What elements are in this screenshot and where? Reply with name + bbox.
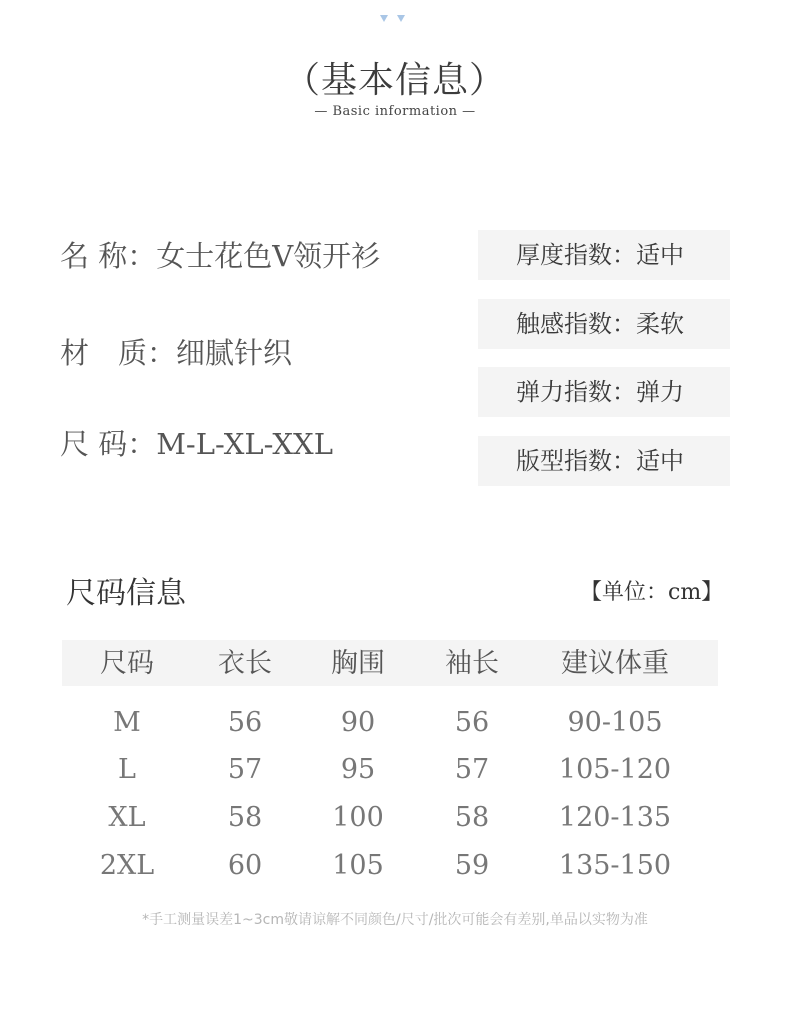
- table-cell: 60: [227, 850, 263, 881]
- page-title: （基本信息）: [283, 60, 506, 101]
- table-cell: XL: [108, 802, 146, 833]
- info-label: 尺 码：: [60, 427, 157, 461]
- table-cell: 100: [332, 802, 384, 833]
- triangle-down-icon: [380, 15, 388, 22]
- info-label: 名 称：: [60, 239, 157, 273]
- index-value: 适中: [636, 241, 684, 269]
- table-cell: 95: [340, 754, 376, 785]
- table-cell: 135-150: [558, 850, 672, 881]
- page-subtitle: — Basic information —: [314, 104, 476, 119]
- table-cell: 56: [454, 707, 490, 738]
- table-header-weight: 建议体重: [561, 648, 669, 679]
- table-cell: L: [118, 754, 136, 785]
- index-label: 触感指数：: [516, 310, 636, 338]
- table-cell: 90-105: [567, 707, 663, 738]
- table-cell: 105-120: [558, 754, 672, 785]
- table-cell: 120-135: [558, 802, 672, 833]
- index-touch: [478, 299, 730, 349]
- table-header-chest: 胸围: [331, 648, 385, 679]
- index-value: 柔软: [636, 310, 684, 338]
- table-header-length: 衣长: [218, 648, 272, 679]
- info-row-name: [60, 234, 380, 275]
- table-cell: 90: [340, 707, 376, 738]
- info-row-material: [60, 331, 292, 372]
- index-label: 弹力指数：: [516, 378, 636, 406]
- table-cell: 2XL: [99, 850, 155, 881]
- triangle-down-icon: [397, 15, 405, 22]
- index-label: 版型指数：: [516, 447, 636, 475]
- index-value: 弹力: [636, 378, 684, 406]
- index-label: 厚度指数：: [516, 241, 636, 269]
- table-cell: 58: [227, 802, 263, 833]
- table-header-sleeve: 袖长: [445, 648, 499, 679]
- index-thickness: [478, 230, 730, 280]
- index-fit: [478, 436, 730, 486]
- table-cell: 105: [332, 850, 384, 881]
- unit-label: 【单位：cm】: [580, 580, 724, 605]
- table-cell: 59: [454, 850, 490, 881]
- index-value: 适中: [636, 447, 684, 475]
- table-header-size: 尺码: [100, 648, 154, 679]
- table-cell: M: [113, 707, 141, 738]
- table-cell: 58: [454, 802, 490, 833]
- table-cell: 56: [227, 707, 263, 738]
- measurement-note: *手工测量误差1~3cm敬请谅解不同颜色/尺寸/批次可能会有差别,单品以实物为准: [142, 912, 648, 928]
- table-cell: 57: [454, 754, 490, 785]
- info-label: 材 质：: [60, 336, 177, 370]
- table-cell: 57: [227, 754, 263, 785]
- info-row-size: [60, 422, 333, 463]
- index-elasticity: [478, 367, 730, 417]
- info-value: 细腻针织: [176, 336, 293, 370]
- info-value: 女士花色V领开衫: [156, 239, 381, 273]
- info-value: M-L-XL-XXL: [156, 427, 333, 461]
- size-section-heading: 尺码信息: [66, 576, 186, 611]
